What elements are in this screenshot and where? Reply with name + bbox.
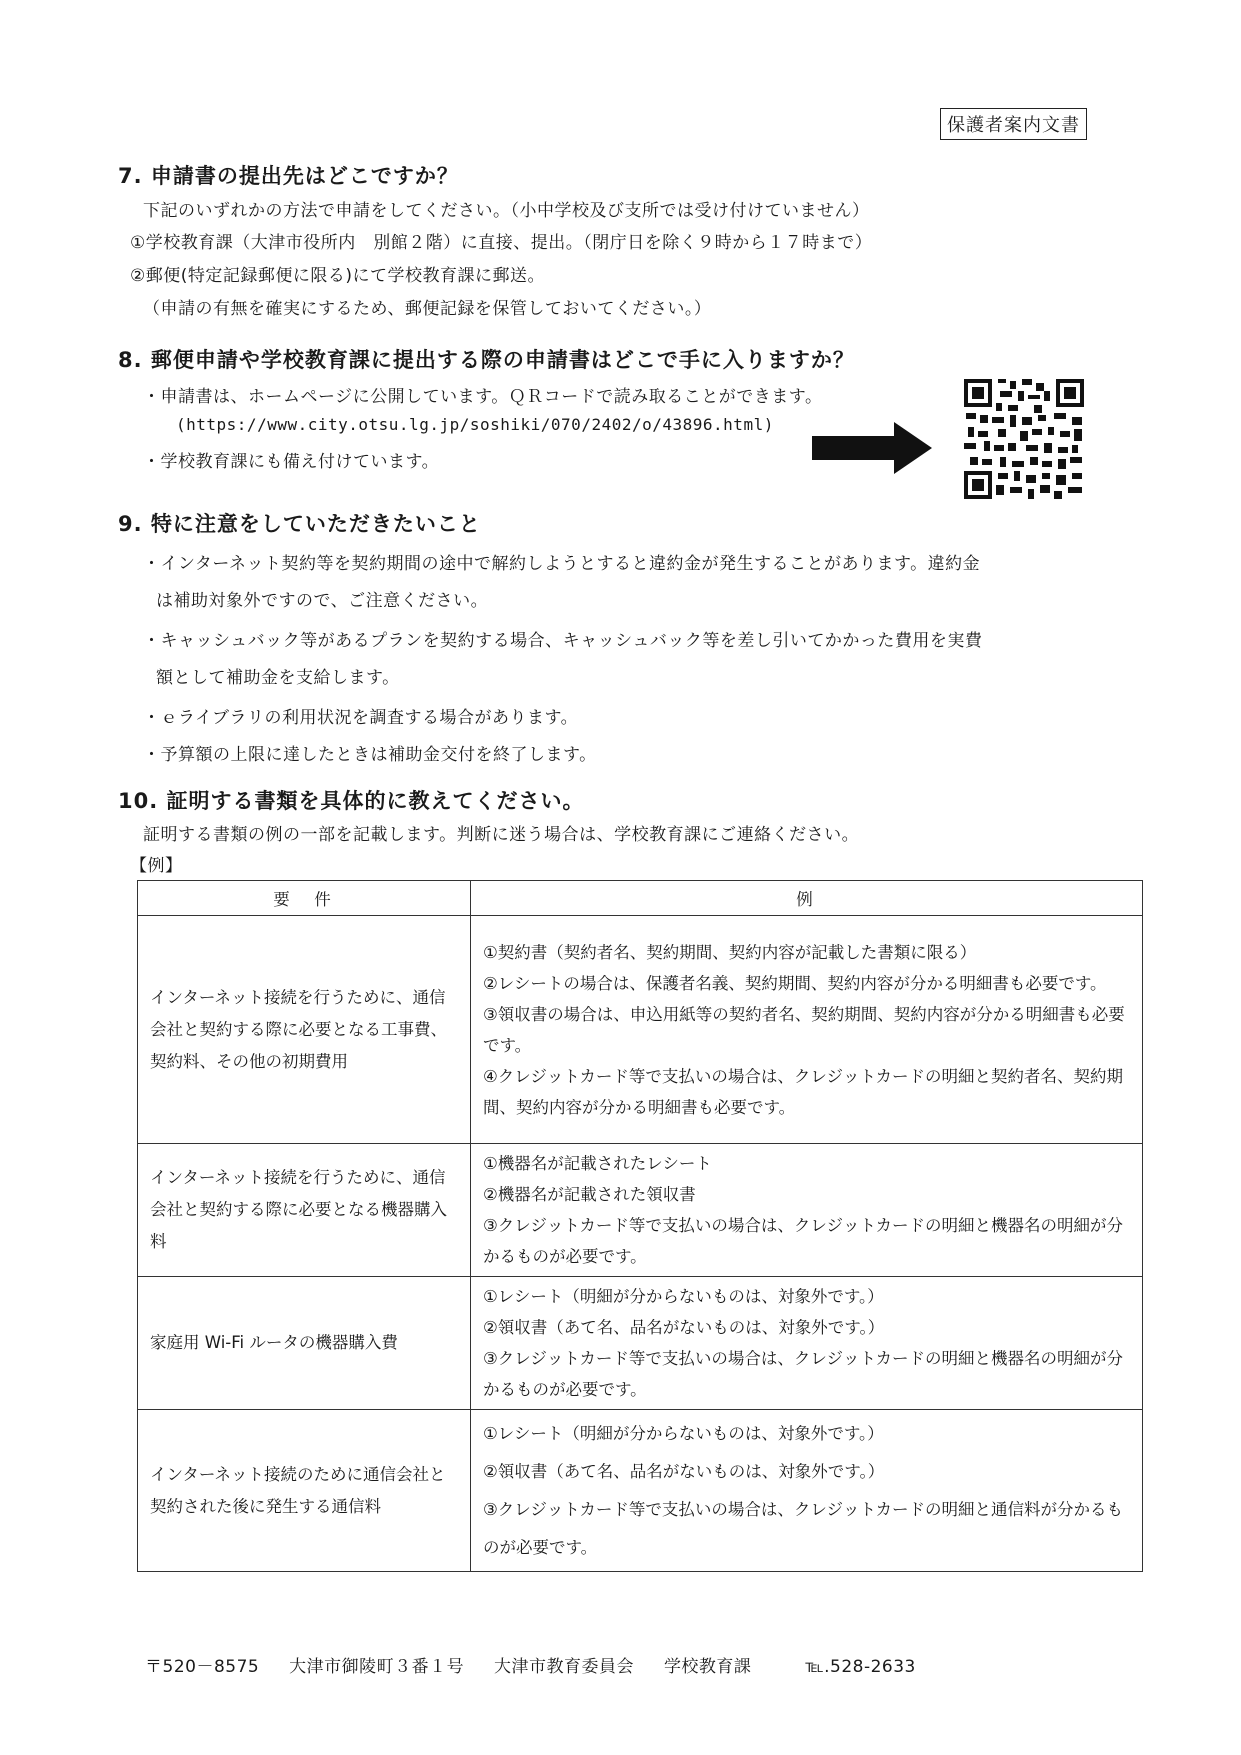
section-7-line: 下記のいずれかの方法で申請をしてください。（小中学校及び支所では受け付けていません） <box>143 201 870 221</box>
section-title: 証明する書類を具体的に教えてください。 <box>166 789 585 813</box>
example-item: ②レシートの場合は、保護者名義、契約期間、契約内容が分かる明細書も必要です。 <box>483 973 1107 993</box>
table-header-row <box>138 881 1143 916</box>
example-item: ③クレジットカード等で支払いの場合は、クレジットカードの明細と機器名の明細が分かるものが必要です。 <box>483 1216 1123 1266</box>
footer-address: 大津市御陵町３番１号 <box>289 1657 465 1677</box>
section-number: 8. <box>118 348 143 372</box>
table-row <box>138 1410 1143 1572</box>
table-row <box>138 916 1143 1144</box>
section-9-line: ・ｅライブラリの利用状況を調査する場合があります。 <box>143 708 579 728</box>
section-8-line: ・申請書は、ホームページに公開しています。ＱＲコードで読み取ることができます。 <box>143 387 823 407</box>
section-9-line: は補助対象外ですので、ご注意ください。 <box>156 591 489 611</box>
document-type-tag: 保護者案内文書 <box>940 108 1087 140</box>
requirement-cell: 家庭用 Wi-Fi ルータの機器購入費 <box>138 1277 471 1410</box>
section-9-line: ・インターネット契約等を契約期間の途中で解約しようとすると違約金が発生することがあります。違約金 <box>143 554 981 574</box>
section-title: 申請書の提出先はどこですか？ <box>150 164 459 188</box>
requirement-cell: インターネット接続を行うために、通信会社と契約する際に必要となる機器購入料 <box>138 1144 471 1277</box>
table-row <box>138 1144 1143 1277</box>
example-cell <box>471 1277 1143 1410</box>
section-7-heading <box>118 160 459 190</box>
section-8-line: ・学校教育課にも備え付けています。 <box>143 452 440 472</box>
section-8-url: (https://www.city.otsu.lg.jp/soshiki/070/2402/o/43896.html) <box>176 415 774 434</box>
example-item: ②領収書（あて名、品名がないものは、対象外です。） <box>483 1318 885 1337</box>
table-header-requirement: 要 件 <box>138 881 471 916</box>
section-7-line: ①学校教育課（大津市役所内 別館２階）に直接、提出。（閉庁日を除く９時から１７時まで） <box>130 233 873 253</box>
section-number: 10. <box>118 789 159 813</box>
example-cell <box>471 1144 1143 1277</box>
example-item: ①レシート（明細が分からないものは、対象外です。） <box>483 1423 884 1443</box>
example-item: ③クレジットカード等で支払いの場合は、クレジットカードの明細と機器名の明細が分かるものが必要です。 <box>483 1349 1123 1399</box>
example-cell <box>471 916 1143 1144</box>
example-item: ①契約書（契約者名、契約期間、契約内容が記載した書類に限る） <box>483 942 977 962</box>
example-item: ②機器名が記載された領収書 <box>483 1185 696 1204</box>
section-7-line: （申請の有無を確実にするため、郵便記録を保管しておいてください。） <box>143 299 712 319</box>
section-9-heading <box>118 508 481 538</box>
section-9-line: ・予算額の上限に達したときは補助金交付を終了します。 <box>143 745 597 765</box>
example-cell <box>471 1410 1143 1572</box>
section-title: 特に注意をしていただきたいこと <box>150 512 481 536</box>
right-arrow-icon <box>812 422 932 474</box>
table-header-example: 例 <box>471 881 1143 916</box>
example-item: ④クレジットカード等で支払いの場合は、クレジットカードの明細と契約者名、契約期間、契約内容が分かる明細書も必要です。 <box>483 1066 1123 1117</box>
example-item: ①機器名が記載されたレシート <box>483 1154 712 1173</box>
evidence-documents-table <box>137 880 1143 1572</box>
footer-phone: ℡.528-2633 <box>805 1657 916 1677</box>
example-item: ②領収書（あて名、品名がないものは、対象外です。） <box>483 1461 885 1481</box>
footer-contact <box>145 1652 940 1677</box>
qr-code-icon <box>962 377 1086 501</box>
section-9-line: 額として補助金を支給します。 <box>156 668 400 688</box>
section-8-heading <box>118 344 855 374</box>
requirement-cell: インターネット接続を行うために、通信会社と契約する際に必要となる工事費、契約料、その他の初期費用 <box>138 916 471 1144</box>
example-item: ①レシート（明細が分からないものは、対象外です。） <box>483 1287 884 1306</box>
section-10-line: 証明する書類の例の一部を記載します。判断に迷う場合は、学校教育課にご連絡ください。 <box>143 825 860 845</box>
example-item: ③領収書の場合は、申込用紙等の契約者名、契約期間、契約内容が分かる明細書も必要です。 <box>483 1004 1125 1055</box>
footer-organization: 大津市教育委員会 <box>494 1657 635 1677</box>
section-9-line: ・キャッシュバック等があるプランを契約する場合、キャッシュバック等を差し引いてかかった費用を実費 <box>143 631 983 651</box>
requirement-cell: インターネット接続のために通信会社と契約された後に発生する通信料 <box>138 1410 471 1572</box>
footer-department: 学校教育課 <box>663 1657 752 1677</box>
section-number: 9. <box>118 512 143 536</box>
example-item: ③クレジットカード等で支払いの場合は、クレジットカードの明細と通信料が分かるものが必要です。 <box>483 1499 1123 1557</box>
section-number: 7. <box>118 164 143 188</box>
table-row <box>138 1277 1143 1410</box>
section-10-heading <box>118 785 585 815</box>
footer-postal-code: 〒520－8575 <box>145 1657 260 1677</box>
example-label: 【例】 <box>130 856 183 876</box>
section-7-line: ②郵便(特定記録郵便に限る)にて学校教育課に郵送。 <box>130 266 546 286</box>
section-title: 郵便申請や学校教育課に提出する際の申請書はどこで手に入りますか？ <box>150 348 855 372</box>
